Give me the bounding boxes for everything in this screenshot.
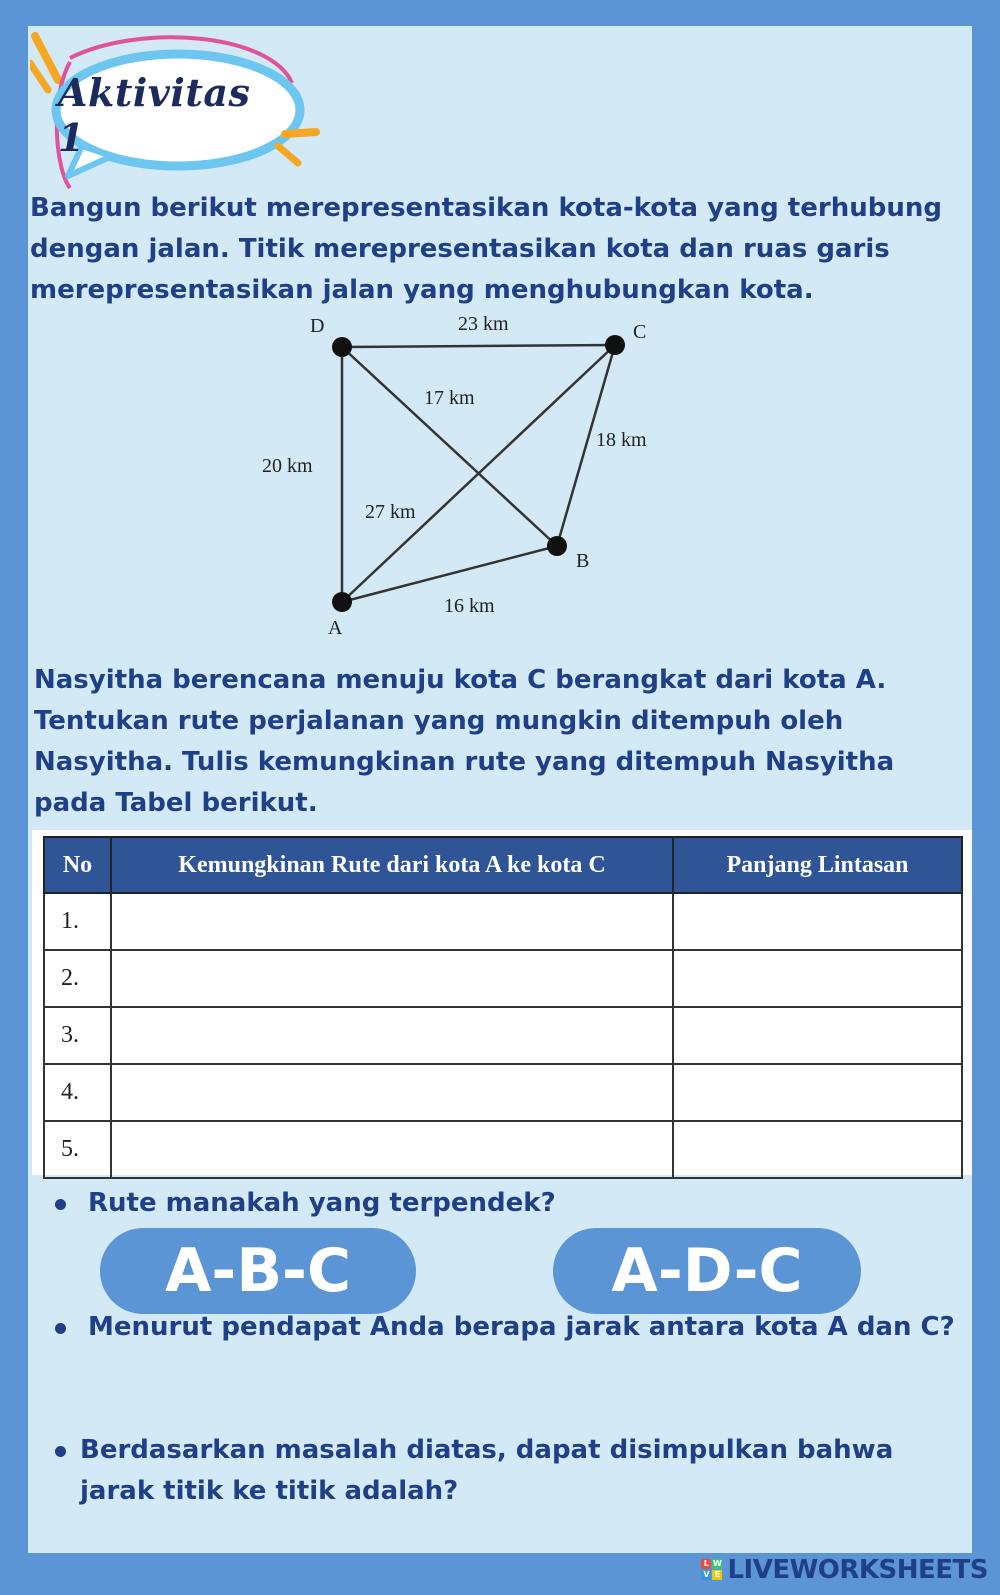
length-cell[interactable]	[673, 1064, 962, 1121]
length-cell[interactable]	[673, 893, 962, 950]
length-cell[interactable]	[673, 1121, 962, 1178]
bullet-icon	[55, 1446, 66, 1457]
label-edge-da: 20 km	[262, 455, 313, 477]
header-route: Kemungkinan Rute dari kota A ke kota C	[111, 837, 673, 893]
table-header-row	[44, 837, 962, 893]
node-c	[605, 335, 625, 355]
label-node-b: B	[576, 550, 590, 572]
row-number: 3.	[44, 1007, 111, 1064]
header-no: No	[44, 837, 111, 893]
label-edge-db: 17 km	[424, 387, 475, 409]
route-cell[interactable]	[111, 1121, 673, 1178]
bullet-icon	[55, 1323, 66, 1334]
route-cell[interactable]	[111, 893, 673, 950]
label-edge-ac: 27 km	[365, 501, 416, 523]
answer-option-abc[interactable]: A-B-C	[100, 1228, 416, 1314]
length-cell[interactable]	[673, 1007, 962, 1064]
label-edge-cb: 18 km	[596, 429, 647, 451]
label-node-d: D	[310, 315, 325, 337]
liveworksheets-icon: L W V E	[703, 1559, 722, 1579]
row-number: 1.	[44, 893, 111, 950]
intro-paragraph: Bangun berikut merepresentasikan kota-kota yang terhubung dengan jalan. Titik merepresentasikan kota dan ruas garis merepresentasikan jalan yang menghubungkan kota.	[30, 193, 942, 305]
question-text: Rute manakah yang terpendek?	[88, 1188, 556, 1218]
question-text: Menurut pendapat Anda berapa jarak antara kota A dan C?	[88, 1312, 955, 1342]
node-a	[332, 592, 352, 612]
node-d	[332, 337, 352, 357]
answer-option-adc[interactable]: A-D-C	[553, 1228, 861, 1314]
row-number: 2.	[44, 950, 111, 1007]
route-cell[interactable]	[111, 950, 673, 1007]
brand-text: LIVEWORKSHEETS	[727, 1555, 988, 1585]
table-row	[44, 893, 962, 950]
row-number: 4.	[44, 1064, 111, 1121]
city-graph-diagram	[258, 312, 682, 660]
city-graph	[258, 312, 682, 660]
liveworksheets-logo	[701, 1553, 988, 1587]
table-row	[44, 1007, 962, 1064]
table-row	[44, 1121, 962, 1178]
edge-dc	[342, 345, 615, 347]
problem-paragraph: Nasyitha berencana menuju kota C berangkat dari kota A. Tentukan rute perjalanan yang mungkin ditempuh oleh Nasyitha. Tulis kemungkinan rute yang ditempuh Nasyitha pada Tabel berikut.	[34, 665, 895, 818]
table-row	[44, 950, 962, 1007]
table-row	[44, 1064, 962, 1121]
node-b	[547, 536, 567, 556]
label-node-a: A	[328, 617, 343, 639]
question-text: Berdasarkan masalah diatas, dapat disimpulkan bahwa jarak titik ke titik adalah?	[80, 1435, 894, 1506]
label-node-c: C	[633, 321, 647, 343]
route-cell[interactable]	[111, 1007, 673, 1064]
edge-ab	[342, 546, 557, 602]
route-table	[43, 836, 963, 1179]
row-number: 5.	[44, 1121, 111, 1178]
header-length: Panjang Lintasan	[673, 837, 962, 893]
route-cell[interactable]	[111, 1064, 673, 1121]
length-cell[interactable]	[673, 950, 962, 1007]
label-edge-ab: 16 km	[444, 595, 495, 617]
route-table-container	[32, 830, 972, 1175]
label-edge-dc: 23 km	[458, 313, 509, 335]
activity-title: Aktivitas 1	[58, 70, 251, 160]
bullet-icon	[55, 1199, 66, 1210]
